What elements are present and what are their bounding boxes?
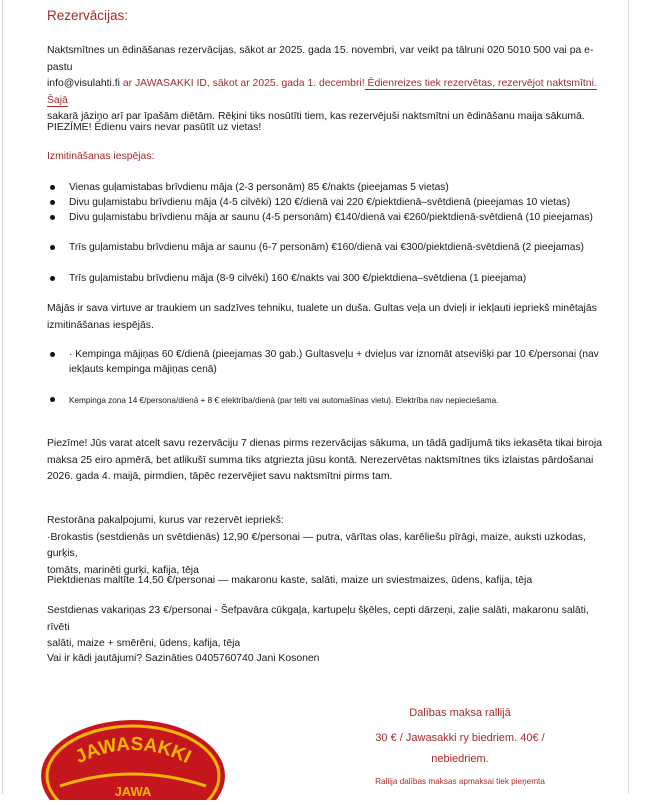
lodging-item: Divu guļamistabu brīvdienu māja (4-5 cilvēki) 120 €/dienā vai 220 €/piektdienā–svētdienā (pieejamas 10 vietas) — [47, 195, 607, 210]
fee-title: Dalības maksa rallijā — [409, 707, 511, 719]
friday-meal: Piektdienas maltīte 14,50 €/personai — makaronu kaste, salāti, maize un sviestmaizes, ūdens, kafija, tēja — [47, 575, 533, 586]
camping-cabin-item: · Kempinga mājiņas 60 €/dienā (pieejamas 30 gab.) Gultasveļu + dvieļus var iznomāt atsevišķi par 10 €/personai (nav iekļauts kempinga mājiņas cenā) — [47, 347, 607, 377]
section-heading-reservations: Rezervācijas: — [47, 8, 129, 23]
intro-text-d: Ēdienreizes tiek rezervētas, rezervējot naktsmītni. Šajā — [47, 78, 597, 106]
breakfast-line: ·Brokastis (sestdienās un svētdienās) 12,90 €/personai — putra, vārītas olas, karēliešu pīrāgi, maize, auksti uzkodas, gurķis, — [47, 531, 586, 559]
notice-text: PIEZĪME! Ēdienu vairs nevar pasūtīt uz vietas! — [47, 122, 262, 133]
saturday-dinner: Sestdienas vakariņas 23 €/personai - Šefpavāra cūkgaļa, kartupeļu šķēles, cepti dārzeņi, zaļie salāti, makaronu salāti, rīvēti salāti, maize + smērēni, ūdens, kafija, tēja — [47, 605, 589, 649]
intro-text-e: sakarā jāziņo arī par īpašām diētām. Rēķini tiks nosūtīti tiem, kas rezervējuši naktsmītni un ēdināšanu maija sākumā. — [47, 111, 585, 122]
fee-line-1: 30 € / Jawasakki ry biedriem. 40€ / — [375, 732, 545, 744]
fee-note: Rallija dalības maksas apmaksai tiek pieņemta — [375, 777, 545, 786]
lodging-item: Trīs guļamistabu brīvdienu māja (8-9 cilvēki) 160 €/nakts vai 300 €/piektdiena–svētdiena (1 pieejama) — [47, 271, 607, 286]
restaurant-section: Restorāna pakalpojumi, kurus var rezervēt iepriekš: ·Brokastis (sestdienās un svētdienās) 12,90 €/personai — putra, vārītas olas, karēliešu pīrāgi, maize, auksti uzkodas, gurķis, tomāts, marinēti gurķi, kafija, tēja — [47, 515, 586, 576]
bullet-icon — [50, 200, 55, 205]
bullet-icon — [50, 352, 55, 357]
jawasakki-logo-icon — [38, 716, 228, 800]
houses-info: Mājās ir sava virtuve ar traukiem un sadzīves tehniku, tualete un duša. Gultas veļa un dvieļi ir iekļauti iepriekš minētajās izmitināšanas iespējās. — [47, 303, 597, 331]
lodging-title: Izmitināšanas iespējas: — [47, 151, 155, 162]
restaurant-title: Restorāna pakalpojumi, kurus var rezervēt iepriekš: — [47, 515, 284, 526]
logo-top-text: JAWASAKKI — [72, 733, 195, 769]
lodging-item: Trīs guļamistabu brīvdienu māja ar saunu (6-7 personām) €160/dienā vai €300/piektdienā-svētdienā (2 pieejamas) — [47, 240, 607, 255]
bullet-icon — [50, 215, 55, 220]
fee-line-2: nebiedriem. — [431, 753, 489, 765]
bullet-icon — [50, 245, 55, 250]
bullet-icon — [50, 276, 55, 281]
email-link[interactable]: info@visulahti.fi — [47, 78, 120, 89]
bullet-icon — [50, 397, 55, 402]
intro-text-c: ar JAWASAKKI ID, sākot ar 2025. gada 1. decembri! — [119, 78, 365, 89]
lodging-item: Divu guļamistabu brīvdienu māja ar saunu (4-5 personām) €140/dienā vai €260/piektdienā-svētdienā (10 pieejamas) — [47, 210, 607, 225]
intro-text-a: Naktsmītnes un ēdināšanas rezervācijas, sākot ar 2025. gada 15. novembri, var veikt pa tālruni 020 5010 500 vai pa e-pastu — [47, 45, 594, 73]
jawasakki-logo — [38, 716, 228, 805]
intro-paragraph — [47, 43, 607, 126]
cancellation-note: Piezīme! Jūs varat atcelt savu rezervāciju 7 dienas pirms rezervācijas sākuma, un tādā gadījumā tiks iekasēta tikai biroja maksa 25 eiro apmērā, bet atlikušī summa tiks atgriezta jūsu kontā. Nerezervētas naktsmītnes tiks izlaistas pārdošanai 2026. gada 4. maijā, pirmdien, tāpēc rezervējiet savu naktsmītni pirms tam. — [47, 438, 602, 482]
page-border-left — [2, 0, 3, 794]
lodging-item: Vienas guļamistabas brīvdienu māja (2-3 personām) 85 €/nakts (pieejamas 5 vietas) — [47, 180, 607, 195]
camping-area-item: Kempinga zona 14 €/persona/dienā + 8 € elektrība/dienā (par telti vai automašīnas vietu). Elektrība nav nepieciešama. — [47, 393, 607, 408]
bullet-icon — [50, 185, 55, 190]
page-border-right — [628, 0, 629, 794]
questions-contact: Vai ir kādi jautājumi? Sazināties 0405760740 Jani Kosonen — [47, 653, 320, 664]
logo-bottom-text: JAWA — [114, 784, 152, 799]
